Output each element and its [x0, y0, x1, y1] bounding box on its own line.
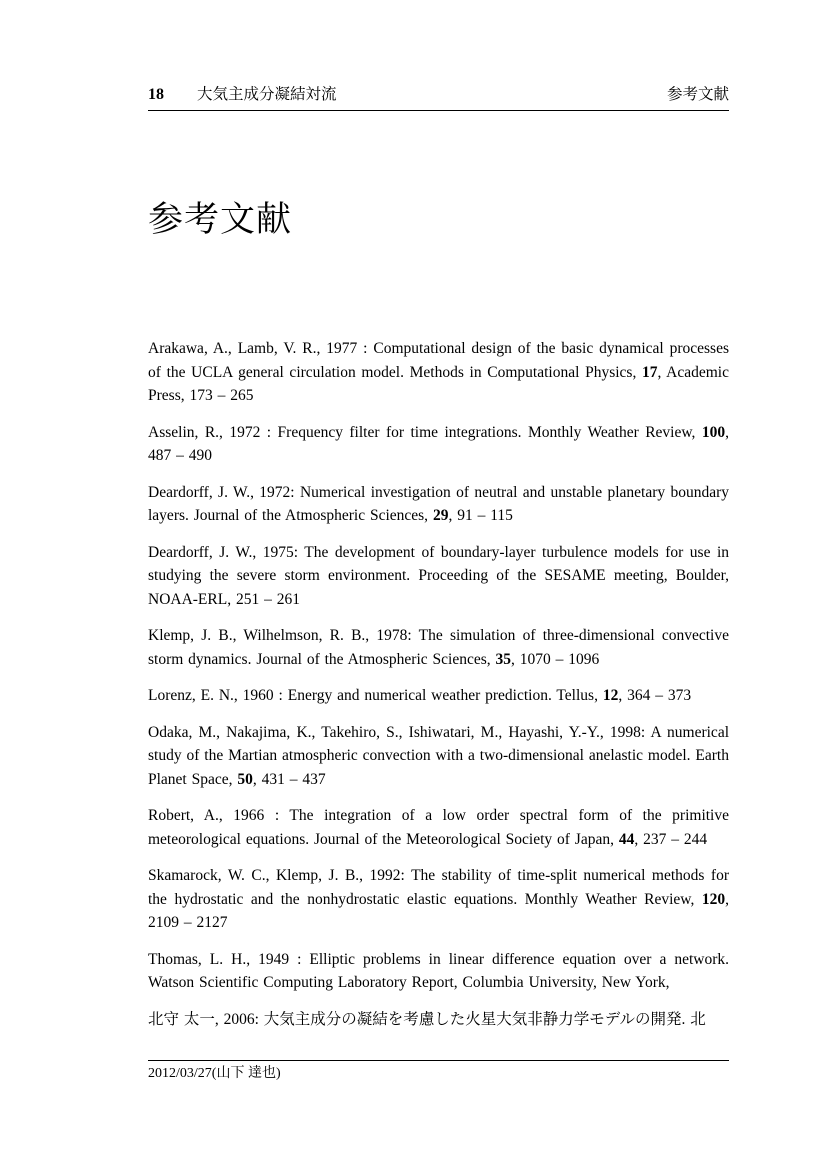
- reference-entry: [148, 864, 729, 935]
- header-chapter-title: 大気主成分凝結対流: [197, 86, 337, 103]
- volume-number: 17: [641, 363, 658, 381]
- reference-text: Asselin, R., 1972 : Frequency filter for time integrations. Monthly Weather Review,: [148, 423, 702, 441]
- reference-text: Deardorff, J. W., 1975: The development of boundary-layer turbulence models for use in studying the severe storm environment. Proceeding of the SESAME meeting, Boulder, NOAA-ERL, 251 – 261: [148, 543, 729, 608]
- reference-text: Robert, A., 1966 : The integration of a low order spectral form of the primitive meteorological equations. Journal of the Meteorological Society of Japan,: [148, 807, 729, 848]
- reference-text: , 487 – 490: [148, 423, 729, 464]
- reference-text: Lorenz, E. N., 1960 : Energy and numerical weather prediction. Tellus,: [148, 687, 603, 704]
- page-content: [148, 0, 729, 1044]
- reference-text: Arakawa, A., Lamb, V. R., 1977 : Computational design of the basic dynamical processes of the UCLA general circulation model. Methods in Computational Physics,: [148, 340, 729, 381]
- reference-text: Klemp, J. B., Wilhelmson, R. B., 1978: The simulation of three-dimensional convective storm dynamics. Journal of the Atmospheric Sciences,: [148, 627, 729, 668]
- reference-text: , 364 – 373: [618, 687, 692, 704]
- header-section-title: 参考文献: [666, 86, 729, 103]
- reference-text: , 237 – 244: [634, 830, 708, 848]
- chapter-title: 参考文献: [148, 200, 293, 239]
- reference-text: , 431 – 437: [252, 770, 326, 788]
- reference-text: 北守 太一, 2006: 大気主成分の凝結を考慮した火星大気非静力学モデルの開発. 北: [148, 1010, 706, 1028]
- page-number: 18: [148, 86, 164, 103]
- reference-entry: [148, 421, 729, 468]
- reference-entry: [148, 541, 729, 612]
- reference-entry: [148, 804, 729, 851]
- reference-text: , 91 – 115: [448, 507, 513, 524]
- reference-text: , Academic Press, 173 – 265: [148, 363, 729, 404]
- reference-entry: [148, 624, 729, 671]
- volume-number: 50: [237, 770, 253, 788]
- footer-date-author: 2012/03/27(山下 達也): [148, 1066, 281, 1081]
- volume-number: 44: [618, 830, 635, 848]
- reference-entry: [148, 684, 729, 708]
- reference-entry: [148, 481, 729, 528]
- reference-entry: [148, 948, 729, 995]
- reference-text: Skamarock, W. C., Klemp, J. B., 1992: The stability of time-split numerical methods for the hydrostatic and the nonhydrostatic elastic equations. Monthly Weather Review,: [148, 867, 729, 908]
- reference-entry: [148, 1008, 729, 1032]
- reference-text: , 2109 – 2127: [148, 890, 729, 931]
- volume-number: 35: [495, 650, 512, 668]
- reference-entry: [148, 721, 729, 792]
- volume-number: 100: [701, 423, 726, 441]
- references-list: [148, 337, 729, 1031]
- volume-number: 12: [602, 687, 619, 704]
- volume-number: 29: [432, 507, 449, 524]
- reference-text: Thomas, L. H., 1949 : Elliptic problems in linear difference equation over a network. Watson Scientific Computing Laboratory Report, Columbia University, New York,: [148, 950, 729, 991]
- reference-text: Odaka, M., Nakajima, K., Takehiro, S., Ishiwatari, M., Hayashi, Y.-Y., 1998: A numerical study of the Martian atmospheric convection with a two-dimensional anelastic model. Earth Planet Space,: [148, 723, 729, 788]
- reference-text: Deardorff, J. W., 1972: Numerical investigation of neutral and unstable planetary boundary layers. Journal of the Atmospheric Sciences,: [148, 483, 729, 524]
- reference-entry: [148, 337, 729, 408]
- reference-text: , 1070 – 1096: [511, 650, 600, 668]
- page-footer: [148, 1060, 729, 1083]
- volume-number: 120: [701, 890, 726, 908]
- running-header: [148, 0, 729, 111]
